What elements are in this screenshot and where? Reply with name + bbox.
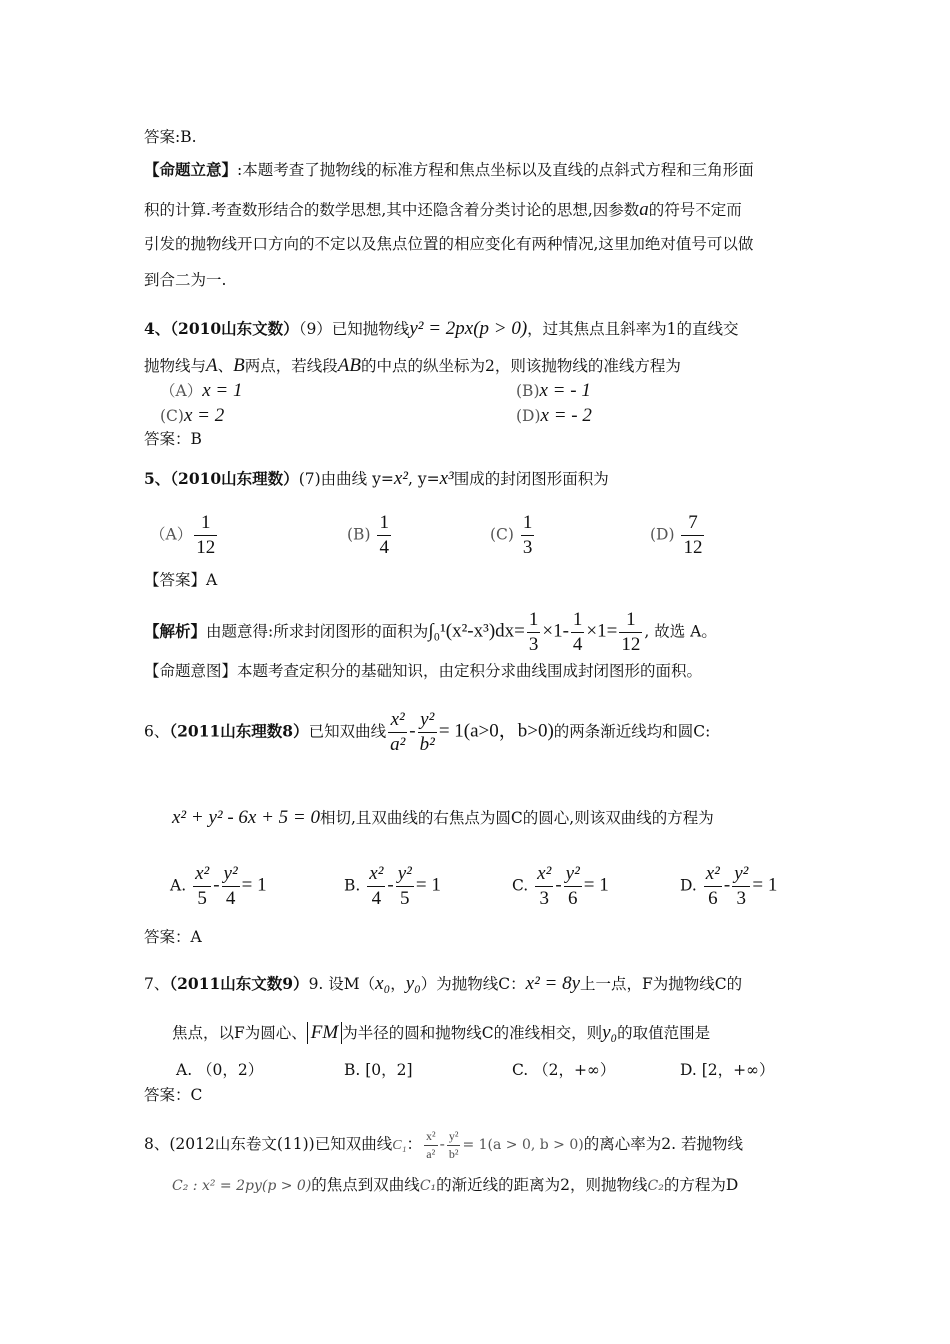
- q6-line-1: 6、（2011山东理数8）已知双曲线 $\frac{\text{x²}}{\text{a²}}$ - $\frac{\text{y²}}{\text{b²}}$ = 1(a>0，b>0)的两条渐近线均和圆C:: [144, 709, 711, 755]
- q7-option-c: C. （2，+∞）: [512, 1061, 616, 1079]
- q6-option-d: D. $\frac{\text{x²}}{6}$ - $\frac{\text{y²}}{3}$ = 1: [680, 863, 778, 909]
- q6-answer: 答案：A: [144, 928, 202, 946]
- q6-option-b: B. $\frac{\text{x²}}{4}$ - $\frac{\text{y²}}{5}$ = 1: [344, 863, 441, 909]
- q4-option-a: （A）x = 1: [160, 380, 243, 401]
- q7-line-1: 7、（2011山东文数9）9. 设M（x₀，y₀）为抛物线C：x² = 8y上一点，F为抛物线C的: [144, 973, 743, 994]
- q5-option-a: （A） $\frac{1}{12}$: [150, 512, 216, 558]
- q5-analysis: 【解析】由题意得:所求封闭图形的面积为∫₀¹(x²-x³)dx= $\frac{1}{3}$ ×1- $\frac{1}{4}$ ×1= $\frac{1}{12}$ , 故选 A。: [144, 609, 717, 655]
- q7-option-d: D. [2，+∞）: [680, 1061, 775, 1079]
- q6-option-a: A. $\frac{\text{x²}}{5}$ - $\frac{\text{y²}}{4}$ = 1: [170, 863, 267, 909]
- intent-line-1: 【命题立意】:本题考查了抛物线的标准方程和焦点坐标以及直线的点斜式方程和三角形面: [144, 160, 754, 179]
- q5-option-b: (B) $\frac{1}{4}$: [347, 512, 389, 558]
- q5-answer: 【答案】A: [144, 571, 218, 589]
- intent-line-3: 引发的抛物线开口方向的不定以及焦点位置的相应变化有两种情况,这里加绝对值号可以做: [144, 235, 754, 253]
- q4-option-b: (B)x = - 1: [516, 380, 591, 401]
- q8-line-1: 8、(2012山东卷文(11))已知双曲线C₁： $\frac{\text{x²}}{\text{a²}}$ - $\frac{\text{y²}}{\text{b²}}$ = 1(a > 0, b > 0)的离心率为2. 若抛物线: [144, 1129, 743, 1161]
- q5-option-d: (D) $\frac{7}{12}$: [650, 512, 703, 558]
- q4-option-d: (D)x = - 2: [516, 405, 592, 426]
- q5-line-1: 5、（2010山东理数）(7)由曲线 y=x², y=x³围成的封闭图形面积为: [144, 468, 609, 489]
- q6-option-c: C. $\frac{\text{x²}}{3}$ - $\frac{\text{y²}}{6}$ = 1: [512, 863, 609, 909]
- q7-option-a: A. （0，2）: [176, 1061, 264, 1079]
- q7-line-2: 焦点，以F为圆心、 FM 为半径的圆和抛物线C的准线相交，则y₀的取值范围是: [172, 1022, 711, 1043]
- q7-answer: 答案：C: [144, 1086, 203, 1104]
- q4-line-2: 抛物线与A、B两点，若线段AB的中点的纵坐标为2，则该抛物线的准线方程为: [144, 355, 681, 376]
- answer-line: 答案:B.: [144, 128, 197, 146]
- q8-line-2: C₂ : x² = 2py(p > 0)的焦点到双曲线C₁的渐近线的距离为2，则抛物线C₂的方程为D: [172, 1176, 739, 1194]
- q6-line-2: x² + y² - 6x + 5 = 0相切,且双曲线的右焦点为圆C的圆心,则该双曲线的方程为: [172, 807, 714, 828]
- intent-line-4: 到合二为一.: [144, 271, 227, 289]
- q4-line-1: 4、（2010山东文数）（9）已知抛物线y² = 2px(p > 0)，过其焦点且斜率为1的直线交: [144, 318, 739, 339]
- q5-intent: 【命题意图】本题考查定积分的基础知识，由定积分求曲线围成封闭图形的面积。: [144, 662, 703, 680]
- q4-answer: 答案：B: [144, 430, 202, 448]
- intent-line-2: 积的计算.考查数形结合的数学思想,其中还隐含着分类讨论的思想,因参数a的符号不定而: [144, 199, 742, 220]
- q5-option-c: (C) $\frac{1}{3}$: [490, 512, 533, 558]
- q7-option-b: B. [0，2]: [344, 1061, 413, 1079]
- q4-option-c: (C)x = 2: [160, 405, 225, 426]
